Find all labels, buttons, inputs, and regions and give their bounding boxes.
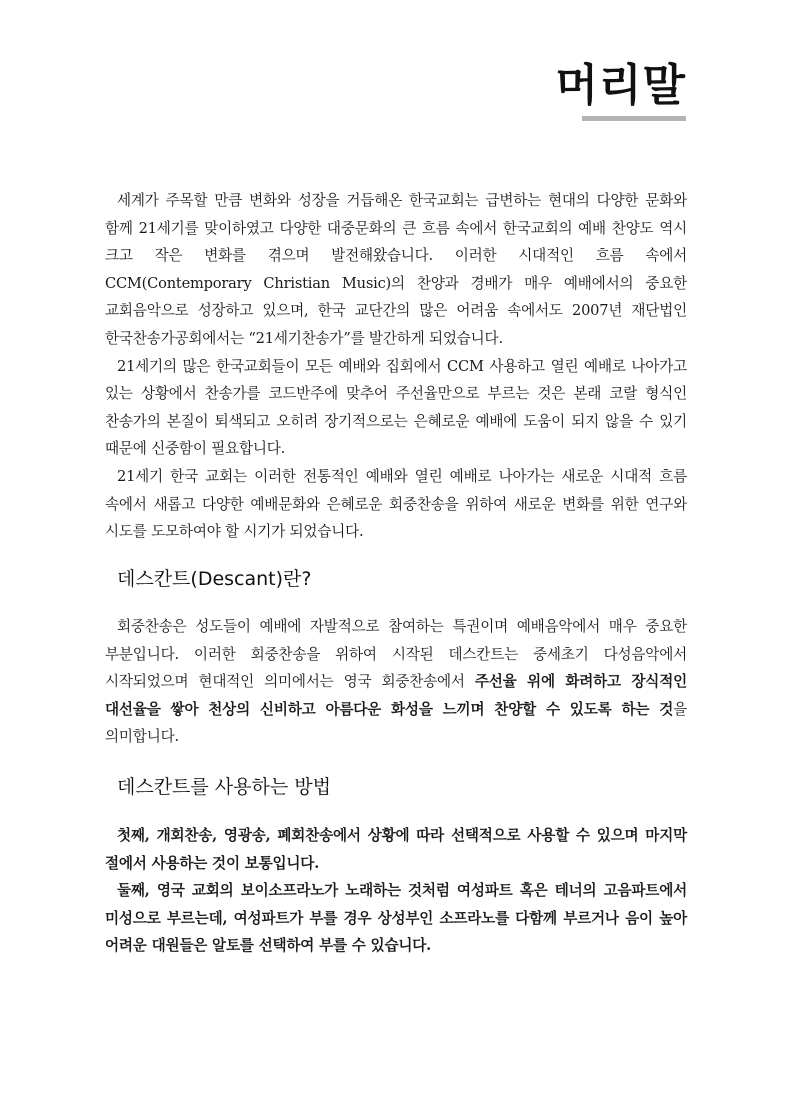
usage-paragraph-2: 둘째, 영국 교회의 보이소프라노가 노래하는 것처럼 여성파트 혹은 테너의 고음파트에서 미성으로 부르는데, 여성파트가 부를 경우 상성부인 소프라노를 다함께 부르거나 음이 높아 어려운 대원들은 알토를 선택하여 부를 수 있습니다. — [105, 882, 687, 955]
descant-text-after: 을 의미합니다. — [105, 700, 687, 746]
intro-section — [105, 187, 687, 546]
intro-paragraph-3: 21세기 한국 교회는 이러한 전통적인 예배와 열린 예배로 나아가는 새로운 시대적 흐름 속에서 새롭고 다양한 예배문화와 은혜로운 회중찬송을 위하여 새로운 변화를 위한 연구와 시도를 도모하여야 할 시기가 되었습니다. — [105, 467, 687, 541]
usage-paragraph-1: 첫째, 개회찬송, 영광송, 폐회찬송에서 상황에 따라 선택적으로 사용할 수 있으며 마지막 절에서 사용하는 것이 보통입니다. — [105, 827, 687, 872]
page-title: 머리말 — [555, 60, 686, 111]
usage-heading: 데스칸트를 사용하는 방법 — [117, 776, 331, 798]
descant-paragraph — [105, 613, 687, 751]
descant-heading: 데스칸트(Descant)란? — [117, 568, 312, 590]
descant-text-bold: 주선율 위에 화려하고 장식적인 대선율을 쌓아 천상의 신비하고 아름다운 화성을 느끼며 찬양할 수 있도록 하는 것 — [105, 673, 688, 718]
descant-section — [105, 613, 687, 751]
usage-section — [105, 822, 687, 960]
title-underline — [582, 116, 686, 121]
intro-paragraph-1: 세계가 주목할 만큼 변화와 성장을 거듭해온 한국교회는 급변하는 현대의 다양한 문화와 함께 21세기를 맞이하였고 다양한 대중문화의 큰 흐름 속에서 한국교회의 예배 찬양도 역시 크고 작은 변화를 겪으며 발전해왔습니다. 이러한 시대적인 흐름 속에서 CCM(Contemporary Christian Music)의 찬양과 경배가 매우 예배에서의 중요한 교회음악으로 성장하고 있으며, 한국 교단간의 많은 어려움 속에서도 2007년 재단법인 한국찬송가공회에서는 “21세기찬송가”를 발간하게 되었습니다. — [105, 192, 687, 347]
descant-text-before: 회중찬송은 성도들이 예배에 자발적으로 참여하는 특권이며 예배음악에서 매우 중요한 부분입니다. 이러한 회중찬송을 위하여 시작된 데스칸트는 중세초기 다성음악에서 시작되었으며 현대적인 의미에서는 영국 회중찬송에서 — [105, 618, 687, 691]
intro-paragraph-2: 21세기의 많은 한국교회들이 모든 예배와 집회에서 CCM 사용하고 열린 예배로 나아가고 있는 상황에서 찬송가를 코드반주에 맞추어 주선율만으로 부르는 것은 본래 코랄 형식인 찬송가의 본질이 퇴색되고 오히려 장기적으로는 은혜로운 예배에 도움이 되지 않을 수 있기 때문에 신중함이 필요합니다. — [105, 357, 687, 458]
